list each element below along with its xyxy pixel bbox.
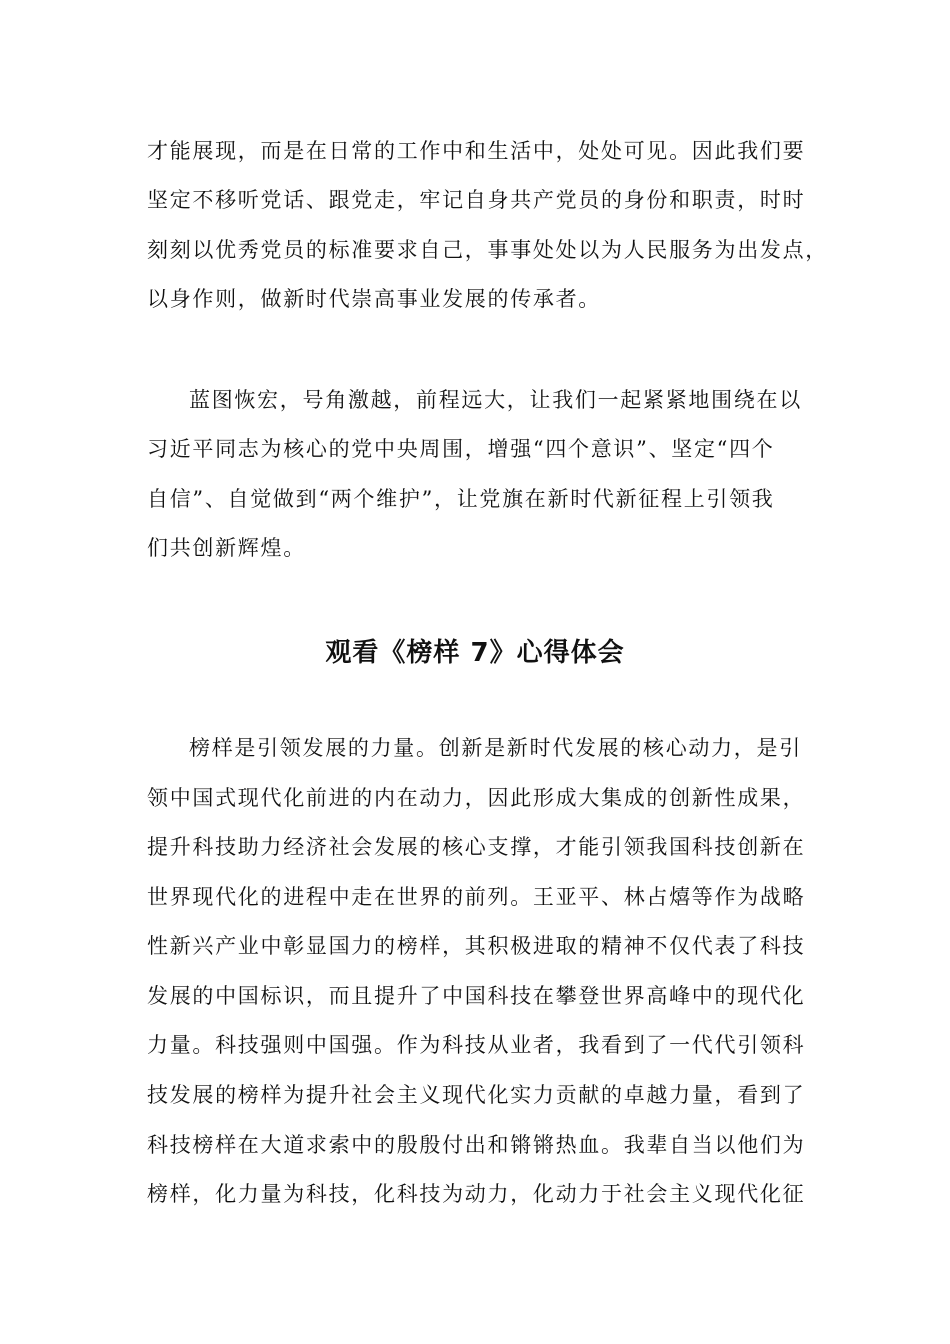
section-title: 观看《榜样 7》心得体会 [325,638,625,668]
paragraph-3-line-2: 领中国式现代化前进的内在动力，因此形成大集成的创新性成果， [147,786,806,810]
paragraph-3-line-5: 性新兴产业中彰显国力的榜样，其积极进取的精神不仅代表了科技 [147,934,806,958]
paragraph-3-line-3: 提升科技助力经济社会发展的核心支撑，才能引领我国科技创新在 [147,835,806,859]
paragraph-1-line-1: 才能展现，而是在日常的工作中和生活中，处处可见。因此我们要 [147,139,806,163]
paragraph-3-line-4: 世界现代化的进程中走在世界的前列。王亚平、林占熺等作为战略 [147,885,806,909]
paragraph-2-line-2: 习近平同志为核心的党中央周围，增强“四个意识”、坚定“四个 [147,437,775,461]
paragraph-3-line-8: 技发展的榜样为提升社会主义现代化实力贡献的卓越力量，看到了 [147,1083,806,1107]
paragraph-3-line-7: 力量。科技强则中国强。作为科技从业者，我看到了一代代引领科 [147,1033,806,1057]
paragraph-3-line-1: 榜样是引领发展的力量。创新是新时代发展的核心动力，是引 [189,736,802,760]
paragraph-3-line-9: 科技榜样在大道求索中的殷殷付出和锵锵热血。我辈自当以他们为 [147,1133,806,1157]
paragraph-2-line-1: 蓝图恢宏，号角激越，前程远大，让我们一起紧紧地围绕在以 [189,388,802,412]
paragraph-1-line-2: 坚定不移听党话、跟党走，牢记自身共产党员的身份和职责，时时 [147,188,806,212]
paragraph-1-line-4: 以身作则，做新时代崇高事业发展的传承者。 [147,287,601,311]
paragraph-1-line-3: 刻刻以优秀党员的标准要求自己，事事处处以为人民服务为出发点， [147,238,828,262]
paragraph-2-line-3: 自信”、自觉做到“两个维护”，让党旗在新时代新征程上引领我 [147,487,775,511]
paragraph-2-line-4: 们共创新辉煌。 [147,536,306,560]
paragraph-3-line-6: 发展的中国标识，而且提升了中国科技在攀登世界高峰中的现代化 [147,984,806,1008]
paragraph-3-line-10: 榜样，化力量为科技，化科技为动力，化动力于社会主义现代化征 [147,1182,806,1206]
